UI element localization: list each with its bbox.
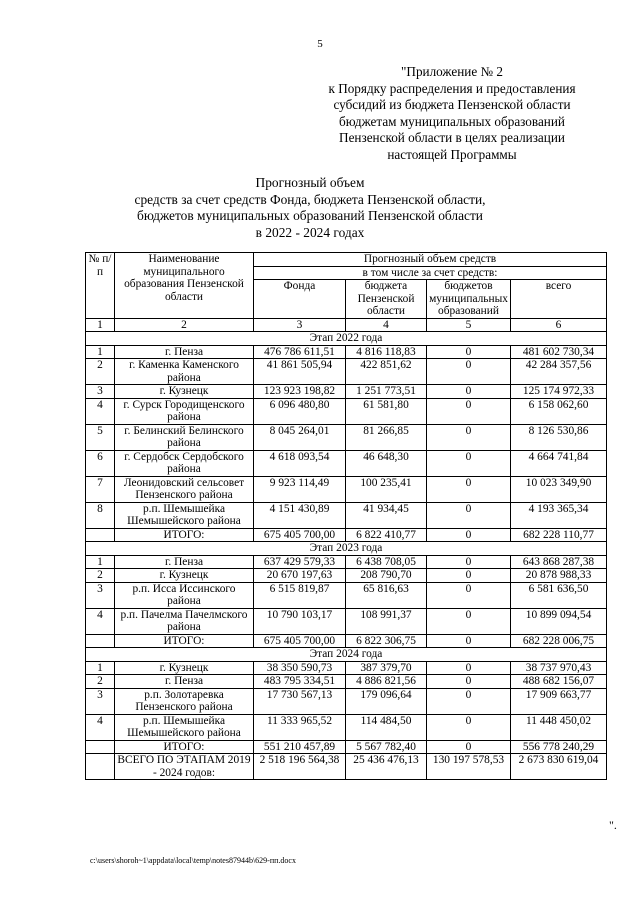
title-line: Прогнозный объем [255, 175, 365, 190]
total-amount: 8 126 530,86 [511, 424, 607, 450]
municipality-name: г. Каменка Каменского района [115, 359, 254, 385]
municipal-budget-amount: 0 [427, 345, 511, 359]
stage-total-label: ИТОГО: [115, 528, 254, 542]
row-number: 1 [86, 661, 115, 675]
appendix-line: субсидий из бюджета Пензенской области [333, 97, 571, 113]
row-number: 3 [86, 688, 115, 714]
regional-budget-amount: 114 484,50 [346, 714, 427, 740]
header-total: всего [511, 280, 607, 319]
stage-title: Этап 2023 года [86, 542, 607, 556]
table-row [86, 359, 607, 385]
column-number: 2 [115, 318, 254, 332]
municipal-budget-amount: 0 [427, 385, 511, 399]
fund-amount: 476 786 611,51 [254, 345, 346, 359]
fund-amount: 10 790 103,17 [254, 608, 346, 634]
appendix-block [282, 64, 622, 164]
total-amount: 481 602 730,34 [511, 345, 607, 359]
regional-budget-amount: 6 822 306,75 [346, 634, 427, 648]
appendix-line: "Приложение № 2 [401, 64, 503, 79]
closing-quote: ". [609, 818, 617, 832]
title-line: в 2022 - 2024 годах [255, 224, 365, 240]
fund-amount: 9 923 114,49 [254, 476, 346, 502]
municipality-name: р.п. Шемышейка Шемышейского района [115, 714, 254, 740]
total-amount: 682 228 006,75 [511, 634, 607, 648]
regional-budget-amount: 65 816,63 [346, 582, 427, 608]
empty-cell [86, 528, 115, 542]
municipality-name: р.п. Пачелма Пачелмского района [115, 608, 254, 634]
fund-amount: 675 405 700,00 [254, 528, 346, 542]
total-amount: 2 673 830 619,04 [511, 754, 607, 780]
municipal-budget-amount: 0 [427, 569, 511, 583]
stage-title: Этап 2022 года [86, 332, 607, 346]
empty-cell [86, 754, 115, 780]
municipal-budget-amount: 0 [427, 608, 511, 634]
column-number: 6 [511, 318, 607, 332]
row-number: 5 [86, 424, 115, 450]
municipal-budget-amount: 0 [427, 714, 511, 740]
municipal-budget-amount: 0 [427, 502, 511, 528]
municipality-name: Леонидовский сельсовет Пензенского района [115, 476, 254, 502]
empty-cell [86, 634, 115, 648]
total-amount: 643 868 287,38 [511, 555, 607, 569]
column-number: 1 [86, 318, 115, 332]
header-regional: бюджета Пензенской области [346, 280, 427, 319]
row-number: 2 [86, 359, 115, 385]
table-row [86, 661, 607, 675]
table-row [86, 714, 607, 740]
fund-amount: 6 096 480,80 [254, 398, 346, 424]
municipality-name: г. Сурск Городищенского района [115, 398, 254, 424]
row-number: 1 [86, 555, 115, 569]
regional-budget-amount: 179 096,64 [346, 688, 427, 714]
total-amount: 556 778 240,29 [511, 740, 607, 754]
municipality-name: г. Сердобск Сердобского района [115, 450, 254, 476]
fund-amount: 483 795 334,51 [254, 675, 346, 689]
municipality-name: г. Кузнецк [115, 385, 254, 399]
municipal-budget-amount: 0 [427, 740, 511, 754]
title-line: бюджетов муниципальных образований Пензенской области [137, 208, 483, 224]
regional-budget-amount: 61 581,80 [346, 398, 427, 424]
stage-header-row [86, 648, 607, 662]
fund-amount: 2 518 196 564,38 [254, 754, 346, 780]
header-num: № п/п [86, 253, 115, 319]
municipal-budget-amount: 0 [427, 450, 511, 476]
fund-amount: 123 923 198,82 [254, 385, 346, 399]
regional-budget-amount: 6 438 708,05 [346, 555, 427, 569]
total-amount: 6 581 636,50 [511, 582, 607, 608]
appendix-line: к Порядку распределения и предоставления [328, 80, 576, 96]
total-amount: 682 228 110,77 [511, 528, 607, 542]
municipality-name: р.п. Золотаревка Пензенского района [115, 688, 254, 714]
grand-total-label: ВСЕГО ПО ЭТАПАМ 2019 - 2024 годов: [115, 754, 254, 780]
total-amount: 6 158 062,60 [511, 398, 607, 424]
column-number: 4 [346, 318, 427, 332]
regional-budget-amount: 208 790,70 [346, 569, 427, 583]
stage-total-row [86, 740, 607, 754]
stage-title: Этап 2024 года [86, 648, 607, 662]
municipality-name: г. Кузнецк [115, 661, 254, 675]
fund-amount: 4 151 430,89 [254, 502, 346, 528]
row-number: 8 [86, 502, 115, 528]
header-fund: Фонда [254, 280, 346, 319]
stage-header-row [86, 332, 607, 346]
regional-budget-amount: 1 251 773,51 [346, 385, 427, 399]
column-number: 5 [427, 318, 511, 332]
table-row [86, 688, 607, 714]
total-amount: 38 737 970,43 [511, 661, 607, 675]
municipality-name: г. Белинский Белинского района [115, 424, 254, 450]
total-amount: 17 909 663,77 [511, 688, 607, 714]
stage-header-row [86, 542, 607, 556]
regional-budget-amount: 46 648,30 [346, 450, 427, 476]
row-number: 3 [86, 582, 115, 608]
municipal-budget-amount: 0 [427, 634, 511, 648]
total-amount: 4 193 365,34 [511, 502, 607, 528]
row-number: 3 [86, 385, 115, 399]
table-row [86, 675, 607, 689]
fund-amount: 8 045 264,01 [254, 424, 346, 450]
appendix-line: бюджетам муниципальных образований [339, 113, 565, 129]
regional-budget-amount: 387 379,70 [346, 661, 427, 675]
regional-budget-amount: 5 567 782,40 [346, 740, 427, 754]
table-row [86, 398, 607, 424]
fund-amount: 20 670 197,63 [254, 569, 346, 583]
table-row [86, 502, 607, 528]
municipality-name: г. Пенза [115, 675, 254, 689]
regional-budget-amount: 4 886 821,56 [346, 675, 427, 689]
row-number: 4 [86, 714, 115, 740]
fund-amount: 6 515 819,87 [254, 582, 346, 608]
municipal-budget-amount: 0 [427, 476, 511, 502]
regional-budget-amount: 4 816 118,83 [346, 345, 427, 359]
appendix-line: Пензенской области в целях реализации [339, 130, 565, 146]
row-number: 4 [86, 398, 115, 424]
table-body [86, 253, 607, 780]
municipal-budget-amount: 0 [427, 359, 511, 385]
grand-total-row [86, 754, 607, 780]
regional-budget-amount: 41 934,45 [346, 502, 427, 528]
fund-amount: 11 333 965,52 [254, 714, 346, 740]
fund-amount: 551 210 457,89 [254, 740, 346, 754]
municipal-budget-amount: 0 [427, 688, 511, 714]
column-number: 3 [254, 318, 346, 332]
regional-budget-amount: 25 436 476,13 [346, 754, 427, 780]
fund-amount: 4 618 093,54 [254, 450, 346, 476]
stage-total-row [86, 634, 607, 648]
empty-cell [86, 740, 115, 754]
table-row [86, 345, 607, 359]
table-row [86, 450, 607, 476]
header-row [86, 253, 607, 267]
municipal-budget-amount: 0 [427, 555, 511, 569]
row-number: 6 [86, 450, 115, 476]
header-name: Наименование муниципального образования Пензенской области [115, 253, 254, 319]
municipal-budget-amount: 0 [427, 675, 511, 689]
header-municipal: бюджетов муниципальных образований [427, 280, 511, 319]
stage-total-row [86, 528, 607, 542]
document-title [60, 175, 560, 241]
total-amount: 10 023 349,90 [511, 476, 607, 502]
column-number-row [86, 318, 607, 332]
table-row [86, 569, 607, 583]
appendix-line: настоящей Программы [387, 146, 517, 162]
fund-amount: 38 350 590,73 [254, 661, 346, 675]
total-amount: 125 174 972,33 [511, 385, 607, 399]
regional-budget-amount: 6 822 410,77 [346, 528, 427, 542]
municipality-name: г. Пенза [115, 345, 254, 359]
municipal-budget-amount: 130 197 578,53 [427, 754, 511, 780]
stage-total-label: ИТОГО: [115, 740, 254, 754]
title-line: средств за счет средств Фонда, бюджета Пензенской области, [134, 191, 486, 207]
fund-amount: 675 405 700,00 [254, 634, 346, 648]
total-amount: 20 878 988,33 [511, 569, 607, 583]
municipal-budget-amount: 0 [427, 661, 511, 675]
municipality-name: р.п. Исса Иссинского района [115, 582, 254, 608]
regional-budget-amount: 100 235,41 [346, 476, 427, 502]
total-amount: 11 448 450,02 [511, 714, 607, 740]
row-number: 2 [86, 569, 115, 583]
regional-budget-amount: 81 266,85 [346, 424, 427, 450]
footer-file-path: c:\users\shoroh~1\appdata\local\temp\notes87944b\629-пп.docx [90, 856, 296, 865]
table-row [86, 476, 607, 502]
municipal-budget-amount: 0 [427, 398, 511, 424]
fund-amount: 637 429 579,33 [254, 555, 346, 569]
regional-budget-amount: 422 851,62 [346, 359, 427, 385]
total-amount: 10 899 094,54 [511, 608, 607, 634]
table-row [86, 424, 607, 450]
header-including: в том числе за счет средств: [254, 266, 607, 280]
total-amount: 4 664 741,84 [511, 450, 607, 476]
row-number: 1 [86, 345, 115, 359]
total-amount: 42 284 357,56 [511, 359, 607, 385]
municipality-name: г. Пенза [115, 555, 254, 569]
table-row [86, 555, 607, 569]
table-row [86, 608, 607, 634]
stage-total-label: ИТОГО: [115, 634, 254, 648]
row-number: 4 [86, 608, 115, 634]
regional-budget-amount: 108 991,37 [346, 608, 427, 634]
fund-amount: 17 730 567,13 [254, 688, 346, 714]
table-row [86, 385, 607, 399]
table-row [86, 582, 607, 608]
row-number: 7 [86, 476, 115, 502]
municipality-name: р.п. Шемышейка Шемышейского района [115, 502, 254, 528]
total-amount: 488 682 156,07 [511, 675, 607, 689]
municipality-name: г. Кузнецк [115, 569, 254, 583]
page-number: 5 [317, 38, 323, 50]
header-forecast: Прогнозный объем средств [254, 253, 607, 267]
fund-amount: 41 861 505,94 [254, 359, 346, 385]
municipal-budget-amount: 0 [427, 424, 511, 450]
municipal-budget-amount: 0 [427, 582, 511, 608]
municipal-budget-amount: 0 [427, 528, 511, 542]
forecast-table [85, 252, 607, 780]
row-number: 2 [86, 675, 115, 689]
